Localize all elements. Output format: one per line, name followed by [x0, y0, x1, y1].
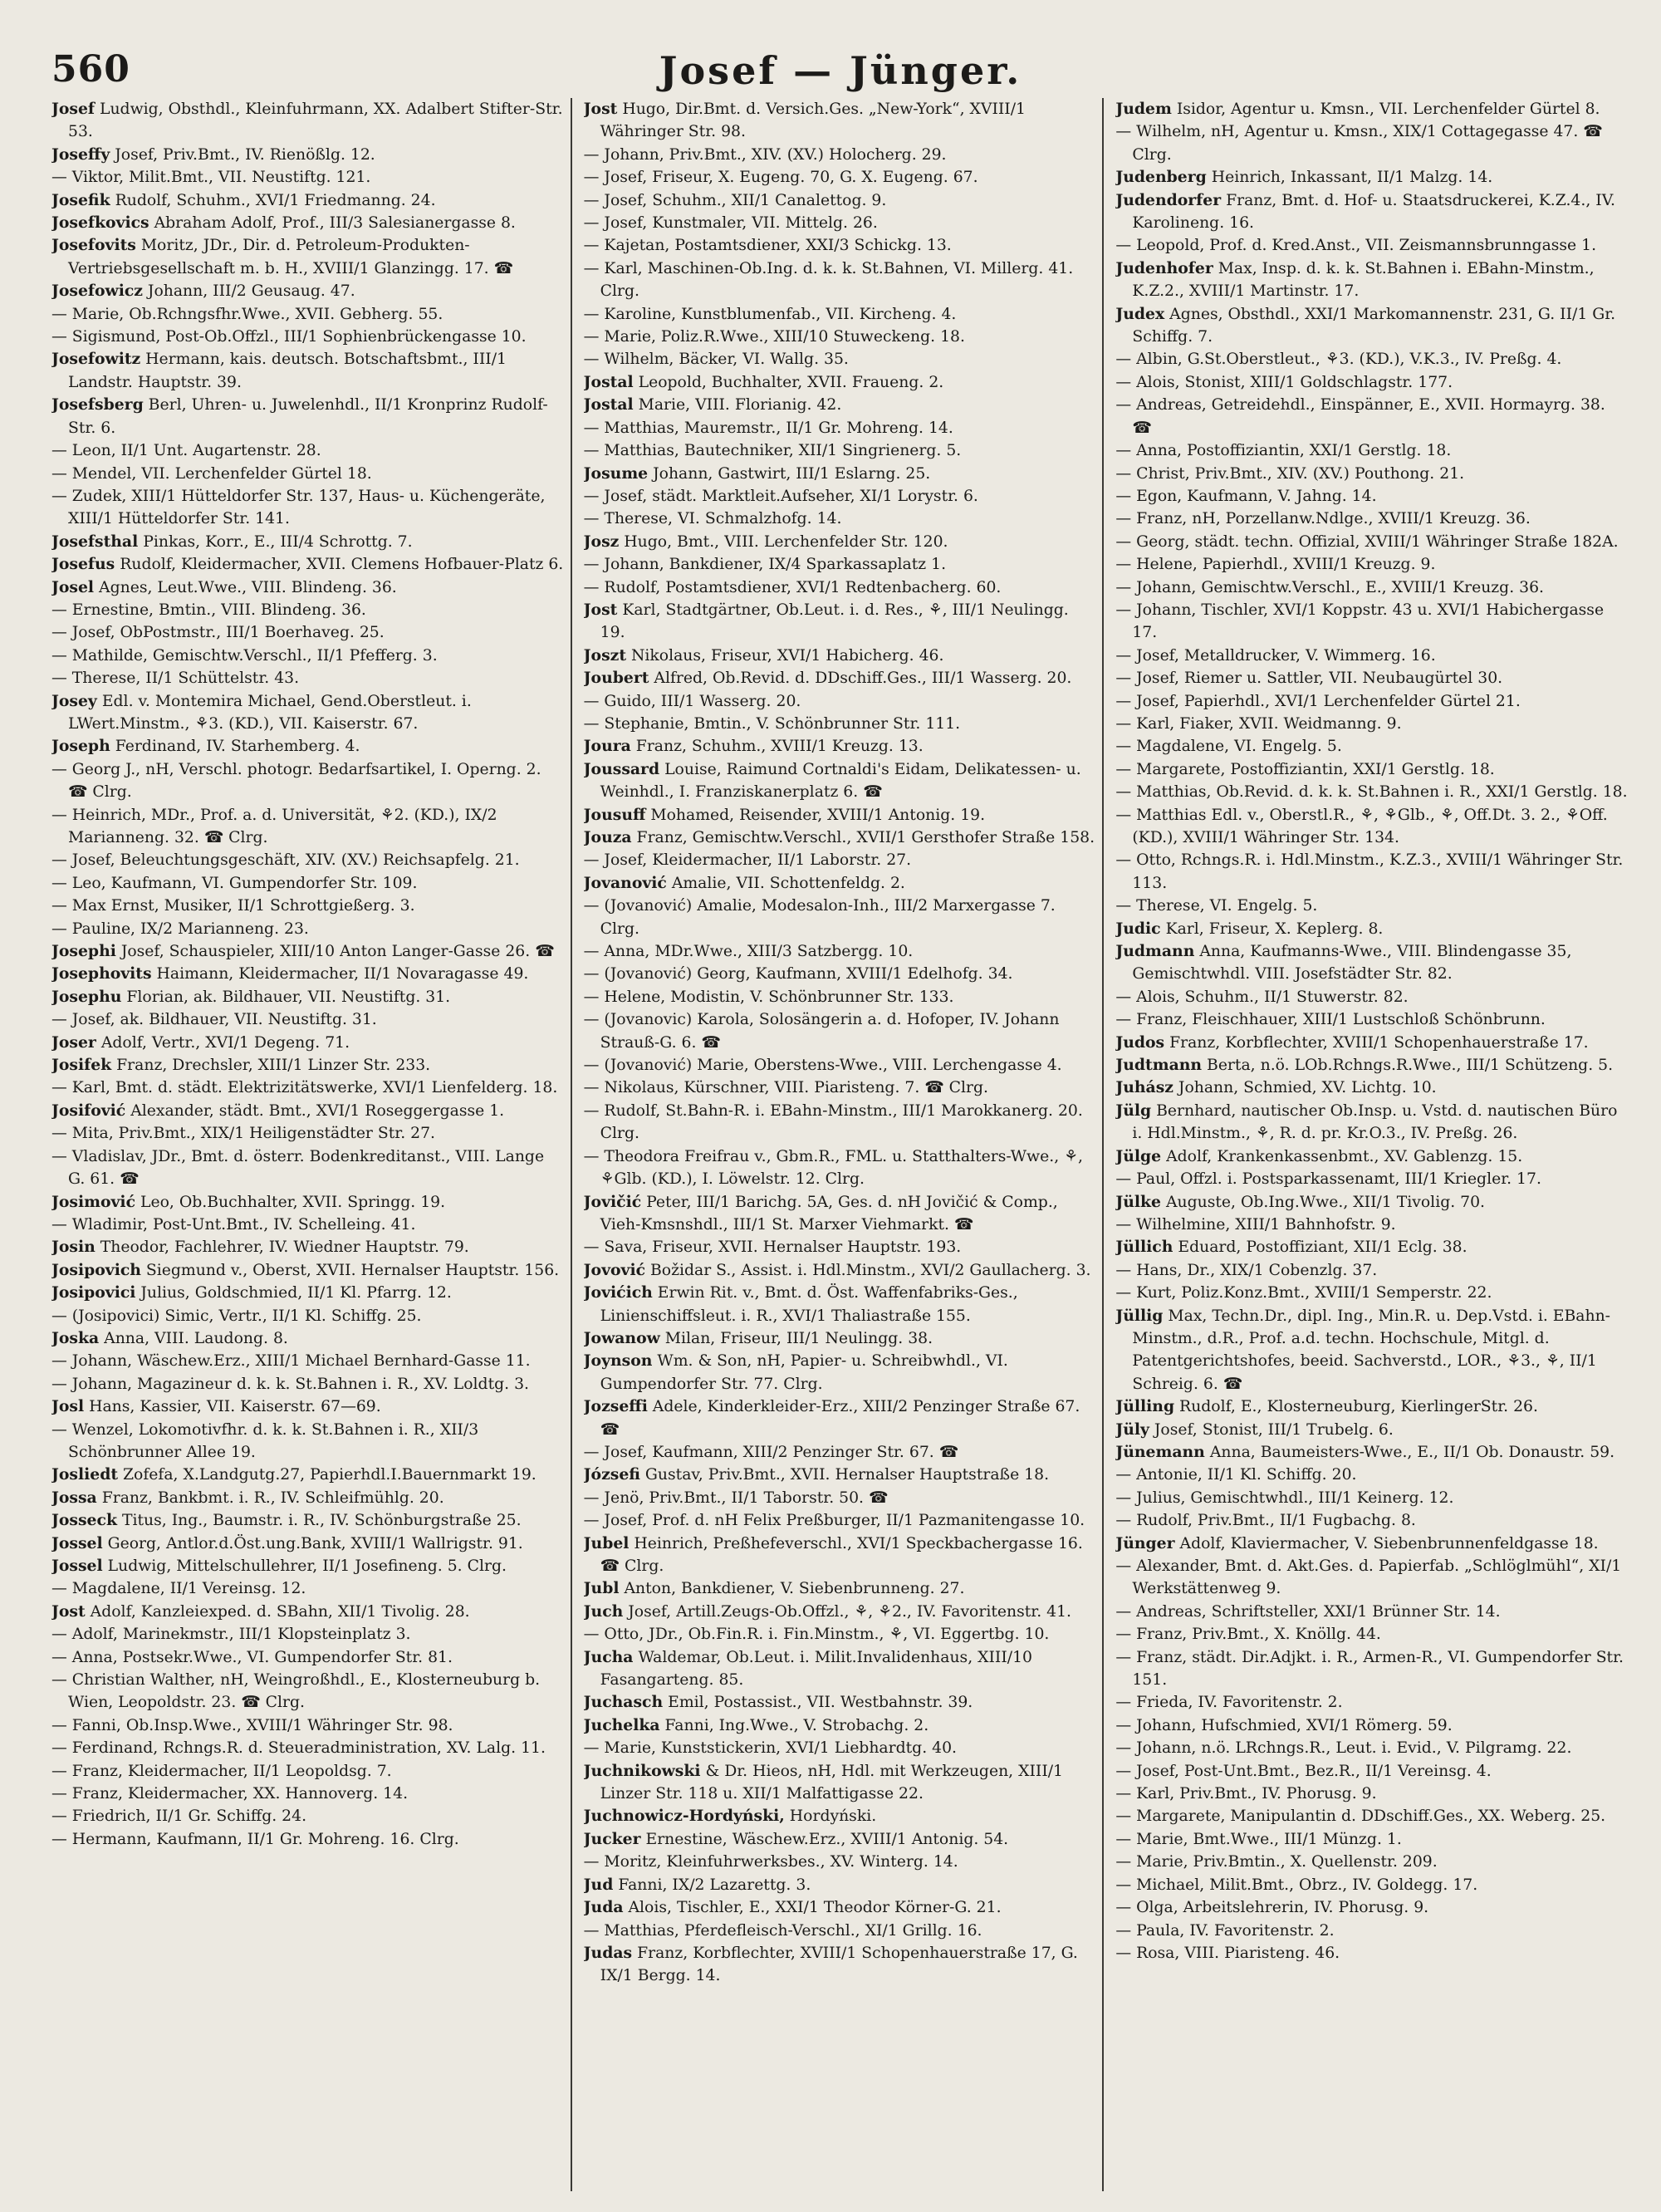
- directory-entry: Jülke Auguste, Ob.Ing.Wwe., XII/1 Tivolig. 70.: [1115, 1192, 1486, 1211]
- entry-surname: Josefik: [51, 190, 110, 209]
- directory-entry: Josin Theodor, Fachlehrer, IV. Wiedner Hauptstr. 79.: [51, 1238, 469, 1257]
- entry-surname: Jossel: [51, 1533, 103, 1552]
- directory-entry: — Franz, städt. Dir.Adjkt. i. R., Armen-R., VI. Gumpendorfer Str. 151.: [1115, 1648, 1624, 1690]
- directory-entry: Jüly Josef, Stonist, III/1 Trubelg. 6.: [1115, 1420, 1394, 1439]
- entry-surname: Josef: [51, 100, 96, 118]
- directory-entry: — Hermann, Kaufmann, II/1 Gr. Mohreng. 16. Clrg.: [51, 1830, 459, 1848]
- directory-entry: Jünger Adolf, Klaviermacher, V. Siebenbrunnenfeldgasse 18.: [1115, 1533, 1599, 1552]
- directory-entry: Joska Anna, VIII. Laudong. 8.: [51, 1328, 288, 1347]
- directory-entry: — (Jovanovic) Karola, Solosängerin a. d. Hofoper, IV. Johann Strauß-G. 6. ☎: [583, 1011, 1060, 1052]
- directory-entry: Josey Edl. v. Montemira Michael, Gend.Oberstleut. i. LWert.Minstm., ⚘3. (KD.), VII. Kaiserstr. 67.: [51, 691, 472, 733]
- directory-entry: — Margarete, Postoffiziantin, XXI/1 Gerstlg. 18.: [1115, 760, 1495, 778]
- directory-entry: — Theodora Freifrau v., Gbm.R., FML. u. Statthalters-Wwe., ⚘, ⚘Glb. (KD.), I. Löwelstr. 12. Clrg.: [583, 1147, 1083, 1189]
- directory-entry: — Karl, Fiaker, XVII. Weidmanng. 9.: [1115, 714, 1402, 733]
- directory-entry: — Wladimir, Post-Unt.Bmt., IV. Schelleing. 41.: [51, 1215, 416, 1234]
- directory-entry: — Marie, Kunststickerin, XVI/1 Liebhardtg. 40.: [583, 1739, 958, 1758]
- directory-entry: — Vladislav, JDr., Bmt. d. österr. Bodenkreditanst., VIII. Lange G. 61. ☎: [51, 1147, 545, 1189]
- directory-entry: Joseph Ferdinand, IV. Starhemberg. 4.: [51, 737, 360, 756]
- entry-surname: Juchasch: [583, 1693, 664, 1712]
- entry-surname: Joussard: [583, 759, 660, 778]
- running-head: Josef — Jünger.: [659, 48, 1022, 93]
- directory-entry: Jowanow Milan, Friseur, III/1 Neulingg. 38.: [583, 1328, 933, 1347]
- entry-surname: Jossa: [51, 1488, 97, 1507]
- entry-surname: Josefus: [51, 555, 115, 574]
- entry-surname: Josseck: [51, 1511, 117, 1530]
- entry-surname: Josey: [51, 691, 97, 710]
- directory-entry: — Therese, VI. Engelg. 5.: [1115, 897, 1318, 915]
- directory-entry: Jovićich Erwin Rit. v., Bmt. d. Öst. Waffenfabriks-Ges., Linienschiffsleut. i. R., XVI/1 Thaliastraße 155.: [583, 1283, 1018, 1325]
- directory-entry: Josephu Florian, ak. Bildhauer, VII. Neustiftg. 31.: [51, 987, 451, 1006]
- directory-entry: — Sava, Friseur, XVII. Hernalser Hauptstr. 193.: [583, 1238, 962, 1257]
- directory-entry: — Johann, Priv.Bmt., XIV. (XV.) Holocherg. 29.: [583, 145, 947, 164]
- entry-surname: Judos: [1115, 1032, 1165, 1052]
- directory-entry: — Josef, Metalldrucker, V. Wimmerg. 16.: [1115, 646, 1436, 665]
- entry-surname: Judic: [1115, 919, 1161, 938]
- directory-entry: Josimović Leo, Ob.Buchhalter, XVII. Springg. 19.: [51, 1192, 446, 1211]
- directory-entry: Jozseffi Adele, Kinderkleider-Erz., XIII/2 Penzinger Straße 67. ☎: [583, 1397, 1080, 1439]
- entry-surname: Jossel: [51, 1557, 103, 1575]
- entry-surname: Jost: [583, 100, 618, 118]
- entry-surname: Josefsthal: [51, 532, 139, 551]
- directory-entry: Joura Franz, Schuhm., XVIII/1 Kreuzg. 13.: [583, 737, 924, 756]
- directory-entry: Jubel Heinrich, Preßhefeverschl., XVI/1 Speckbachergasse 16. ☎ Clrg.: [583, 1533, 1083, 1575]
- directory-column-2: [584, 98, 1105, 2191]
- directory-entry: Josefowicz Johann, III/2 Geusaug. 47.: [51, 282, 355, 301]
- directory-entry: Jossel Ludwig, Mittelschullehrer, II/1 Josefineng. 5. Clrg.: [51, 1557, 507, 1575]
- directory-entry: — Moritz, Kleinfuhrwerksbes., XV. Winterg. 14.: [583, 1853, 958, 1871]
- directory-entry: Judas Franz, Korbflechter, XVIII/1 Schopenhauerstraße 17, G. IX/1 Bergg. 14.: [583, 1943, 1078, 1985]
- entry-surname: Jowanow: [583, 1328, 660, 1347]
- directory-entry: — Helene, Modistin, V. Schönbrunner Str. 133.: [583, 988, 954, 1006]
- entry-surname: Judenhofer: [1115, 258, 1213, 277]
- directory-entry: — Rudolf, Priv.Bmt., II/1 Fugbachg. 8.: [1115, 1512, 1416, 1530]
- directory-entry: — Mita, Priv.Bmt., XIX/1 Heiligenstädter Str. 27.: [51, 1125, 436, 1143]
- directory-entry: Juda Alois, Tischler, E., XXI/1 Theodor Körner-G. 21.: [583, 1898, 1002, 1917]
- directory-entry: Josefus Rudolf, Kleidermacher, XVII. Clemens Hofbauer-Platz 6.: [51, 555, 564, 574]
- entry-surname: Jubel: [583, 1533, 630, 1552]
- directory-entry: Juch Josef, Artill.Zeugs-Ob.Offzl., ⚘, ⚘2., IV. Favoritenstr. 41.: [583, 1601, 1072, 1621]
- directory-entry: — Helene, Papierhdl., XVIII/1 Kreuzg. 9.: [1115, 556, 1436, 574]
- directory-entry: Josifek Franz, Drechsler, XIII/1 Linzer Str. 233.: [51, 1056, 431, 1075]
- directory-entry: Joseffy Josef, Priv.Bmt., IV. Rienößlg. 12.: [51, 145, 375, 164]
- directory-entry: — Kajetan, Postamtsdiener, XXI/3 Schickg. 13.: [583, 237, 952, 255]
- directory-entry: — Josef, Riemer u. Sattler, VII. Neubaugürtel 30.: [1115, 669, 1503, 688]
- directory-entry: Josephi Josef, Schauspieler, XIII/10 Anton Langer-Gasse 26. ☎: [51, 942, 555, 961]
- directory-entry: — Magdalene, II/1 Vereinsg. 12.: [51, 1580, 306, 1598]
- entry-surname: Jovović: [583, 1260, 646, 1279]
- directory-entry: — Nikolaus, Kürschner, VIII. Piaristeng. 7. ☎ Clrg.: [583, 1079, 988, 1097]
- directory-column-3: [1115, 98, 1636, 2191]
- directory-entry: — Anna, Postoffiziantin, XXI/1 Gerstlg. 18.: [1115, 442, 1452, 460]
- directory-entry: Josipovich Siegmund v., Oberst, XVII. Hernalser Hauptstr. 156.: [51, 1260, 560, 1279]
- directory-entry: — Alois, Stonist, XIII/1 Goldschlagstr. 177.: [1115, 373, 1453, 391]
- entry-surname: Jünger: [1115, 1533, 1175, 1552]
- directory-entry: Jülg Bernhard, nautischer Ob.Insp. u. Vstd. d. nautischen Büro i. Hdl.Minstm., ⚘, R. d. pr. Kr.O.3., IV. Preßg. 26.: [1115, 1101, 1618, 1143]
- entry-surname: Juchelka: [583, 1715, 660, 1734]
- entry-surname: Juch: [583, 1601, 624, 1621]
- directory-entry: Josef Ludwig, Obsthdl., Kleinfuhrmann, XX. Adalbert Stifter-Str. 53.: [51, 100, 563, 141]
- entry-surname: Joser: [51, 1032, 96, 1052]
- entry-surname: Joska: [51, 1328, 100, 1347]
- directory-entry: — Guido, III/1 Wasserg. 20.: [583, 692, 801, 710]
- directory-entry: — Josef, Prof. d. nH Felix Preßburger, II/1 Pazmanitengasse 10.: [583, 1512, 1085, 1530]
- directory-entry: — Matthias, Pferdefleisch-Verschl., XI/1 Grillg. 16.: [583, 1921, 982, 1940]
- directory-entry: Jostal Leopold, Buchhalter, XVII. Fraueng. 2.: [583, 372, 944, 391]
- directory-entry: — Pauline, IX/2 Marianneng. 23.: [51, 920, 309, 938]
- entry-surname: Judmann: [1115, 942, 1195, 961]
- directory-entry: Judem Isidor, Agentur u. Kmsn., VII. Lerchenfelder Gürtel 8.: [1115, 100, 1600, 118]
- entry-surname: Josefowitz: [51, 350, 141, 369]
- entry-surname: Jovićich: [583, 1283, 653, 1302]
- directory-entry: Josel Agnes, Leut.Wwe., VIII. Blindeng. 36.: [51, 577, 397, 596]
- directory-entry: — Josef, städt. Marktleit.Aufseher, XI/1 Lorystr. 6.: [583, 487, 978, 505]
- directory-entry: Juchnowicz-Hordyński, Hordyński.: [583, 1807, 877, 1826]
- entry-surname: Josephovits: [51, 964, 152, 983]
- directory-entry: — Mathilde, Gemischtw.Verschl., II/1 Pfefferg. 3.: [51, 646, 438, 665]
- entry-surname: Jünemann: [1115, 1442, 1205, 1461]
- directory-entry: — Zudek, XIII/1 Hütteldorfer Str. 137, Haus- u. Küchengeräte, XIII/1 Hütteldorfer Str. 141.: [51, 487, 546, 528]
- entry-surname: Jozseffi: [583, 1397, 648, 1416]
- directory-entry: Judtmann Berta, n.ö. LOb.Rchngs.R.Wwe., III/1 Schützeng. 5.: [1115, 1056, 1614, 1075]
- directory-entry: — Johann, Bankdiener, IX/4 Sparkassaplatz 1.: [583, 556, 947, 574]
- directory-entry: — Otto, Rchngs.R. i. Hdl.Minstm., K.Z.3., XVIII/1 Währinger Str. 113.: [1115, 851, 1624, 892]
- directory-entry: — Andreas, Schriftsteller, XXI/1 Brünner Str. 14.: [1115, 1602, 1501, 1621]
- directory-entry: — Mendel, VII. Lerchenfelder Gürtel 18.: [51, 464, 372, 483]
- directory-entry: — Hans, Dr., XIX/1 Cobenzlg. 37.: [1115, 1261, 1378, 1279]
- entry-surname: Jülling: [1115, 1397, 1175, 1416]
- directory-entry: — Rosa, VIII. Piaristeng. 46.: [1115, 1944, 1340, 1962]
- directory-entry: — Paula, IV. Favoritenstr. 2.: [1115, 1921, 1335, 1940]
- entry-surname: Josephi: [51, 942, 116, 961]
- directory-entry: — Josef, Post-Unt.Bmt., Bez.R., II/1 Vereinsg. 4.: [1115, 1762, 1492, 1780]
- directory-entry: — Johann, Gemischtw.Verschl., E., XVIII/1 Kreuzg. 36.: [1115, 578, 1545, 596]
- entry-surname: Josliedt: [51, 1465, 119, 1484]
- entry-surname: Jost: [583, 600, 618, 619]
- entry-surname: Josefovits: [51, 236, 136, 255]
- directory-entry: Joser Adolf, Vertr., XVI/1 Degeng. 71.: [51, 1032, 350, 1052]
- directory-entry: Jovanović Amalie, VII. Schottenfeldg. 2.: [583, 873, 905, 892]
- entry-surname: Jostal: [583, 372, 634, 391]
- directory-entry: Jovičić Peter, III/1 Barichg. 5A, Ges. d. nH Jovičić & Comp., Vieh-Kmsnshdl., III/1 St. Marxer Viehmarkt. ☎: [583, 1192, 1058, 1234]
- directory-entry: Jousuff Mohamed, Reisender, XVIII/1 Antonig. 19.: [583, 805, 986, 824]
- directory-entry: — Max Ernst, Musiker, II/1 Schrottgießerg. 3.: [51, 897, 415, 915]
- directory-entry: — Rudolf, St.Bahn-R. i. EBahn-Minstm., III/1 Marokkanerg. 20. Clrg.: [583, 1101, 1083, 1143]
- entry-surname: Josephu: [51, 987, 122, 1006]
- directory-entry: — Therese, II/1 Schüttelstr. 43.: [51, 669, 300, 688]
- directory-entry: Jünemann Anna, Baumeisters-Wwe., E., II/1 Ob. Donaustr. 59.: [1115, 1442, 1615, 1461]
- directory-entry: — Wenzel, Lokomotivfhr. d. k. k. St.Bahnen i. R., XII/3 Schönbrunner Allee 19.: [51, 1420, 479, 1461]
- directory-columns: [51, 98, 1636, 2191]
- entry-surname: Jülge: [1115, 1146, 1162, 1165]
- entry-surname: Judem: [1115, 100, 1172, 118]
- directory-entry: — Matthias, Ob.Revid. d. k. k. St.Bahnen i. R., XXI/1 Gerstlg. 18.: [1115, 783, 1628, 802]
- directory-entry: — Georg J., nH, Verschl. photogr. Bedarfsartikel, I. Operng. 2. ☎ Clrg.: [51, 760, 541, 802]
- page-header: [51, 48, 1629, 98]
- entry-surname: Joszt: [583, 645, 626, 665]
- entry-surname: Jüllig: [1115, 1306, 1164, 1325]
- directory-entry: Jucha Waldemar, Ob.Leut. i. Milit.Invalidenhaus, XIII/10 Fasangarteng. 85.: [583, 1647, 1032, 1690]
- directory-entry: Jucker Ernestine, Wäschew.Erz., XVIII/1 Antonig. 54.: [583, 1829, 1009, 1848]
- directory-entry: Josipovici Julius, Goldschmied, II/1 Kl. Pfarrg. 12.: [51, 1283, 452, 1302]
- directory-entry: — Anna, Postsekr.Wwe., VI. Gumpendorfer Str. 81.: [51, 1648, 453, 1666]
- directory-entry: Josefkovics Abraham Adolf, Prof., III/3 Salesianergasse 8.: [51, 213, 516, 233]
- entry-surname: Josefsberg: [51, 395, 144, 414]
- directory-entry: — Josef, Beleuchtungsgeschäft, XIV. (XV.) Reichsapfelg. 21.: [51, 851, 520, 870]
- directory-entry: Jossa Franz, Bankbmt. i. R., IV. Schleifmühlg. 20.: [51, 1488, 444, 1507]
- directory-entry: — Leo, Kaufmann, VI. Gumpendorfer Str. 109.: [51, 874, 418, 892]
- directory-entry: — Karl, Priv.Bmt., IV. Phorusg. 9.: [1115, 1785, 1377, 1803]
- directory-entry: — Wilhelmine, XIII/1 Bahnhofstr. 9.: [1115, 1215, 1396, 1234]
- directory-entry: — Matthias Edl. v., Oberstl.R., ⚘, ⚘Glb., ⚘, Off.Dt. 3. 2., ⚘Off. (KD.), XVIII/1 Währinger Str. 134.: [1115, 806, 1608, 846]
- directory-entry: — Viktor, Milit.Bmt., VII. Neustiftg. 121.: [51, 169, 371, 187]
- entry-surname: Jud: [583, 1875, 614, 1894]
- entry-surname: Judas: [583, 1943, 633, 1962]
- directory-entry: — Johann, Magazineur d. k. k. St.Bahnen i. R., XV. Loldtg. 3.: [51, 1375, 529, 1393]
- directory-entry: — Otto, JDr., Ob.Fin.R. i. Fin.Minstm., ⚘, VI. Eggertbg. 10.: [583, 1626, 1050, 1644]
- directory-entry: — Rudolf, Postamtsdiener, XVI/1 Redtenbacherg. 60.: [583, 578, 1002, 596]
- directory-entry: Josifović Alexander, städt. Bmt., XVI/1 Roseggergasse 1.: [51, 1101, 505, 1120]
- directory-entry: — Marie, Priv.Bmtin., X. Quellenstr. 209.: [1115, 1853, 1438, 1871]
- entry-surname: Josifek: [51, 1056, 112, 1075]
- directory-entry: Judmann Anna, Kaufmanns-Wwe., VIII. Blindengasse 35, Gemischtwhdl. VIII. Josefstädter Str. 82.: [1115, 942, 1572, 983]
- entry-surname: Josimović: [51, 1192, 136, 1211]
- directory-entry: Judendorfer Franz, Bmt. d. Hof- u. Staatsdruckerei, K.Z.4., IV. Karolineng. 16.: [1115, 190, 1615, 233]
- directory-entry: — Josef, Schuhm., XII/1 Canalettog. 9.: [583, 191, 887, 209]
- directory-entry: — Josef, Friseur, X. Eugeng. 70, G. X. Eugeng. 67.: [583, 169, 978, 187]
- page-number: 560: [51, 48, 130, 91]
- directory-entry: Josephovits Haimann, Kleidermacher, II/1 Novaragasse 49.: [51, 964, 529, 983]
- entry-surname: Jouza: [583, 828, 632, 846]
- entry-surname: Josifović: [51, 1101, 126, 1120]
- directory-entry: Josliedt Zofefa, X.Landgutg.27, Papierhdl.I.Bauernmarkt 19.: [51, 1465, 537, 1484]
- directory-entry: — Antonie, II/1 Kl. Schiffg. 20.: [1115, 1466, 1357, 1484]
- entry-surname: Juchnikowski: [583, 1761, 701, 1780]
- directory-entry: — (Jovanović) Georg, Kaufmann, XVIII/1 Edelhofg. 34.: [583, 965, 1013, 983]
- entry-surname: Juhász: [1115, 1078, 1173, 1097]
- entry-surname: Joseph: [51, 737, 110, 756]
- directory-entry: — Magdalene, VI. Engelg. 5.: [1115, 738, 1342, 756]
- directory-entry: — Josef, ak. Bildhauer, VII. Neustiftg. 31.: [51, 1011, 377, 1029]
- directory-entry: Josefowitz Hermann, kais. deutsch. Botschaftsbmt., III/1 Landstr. Hauptstr. 39.: [51, 350, 507, 391]
- entry-surname: Judtmann: [1115, 1056, 1203, 1075]
- directory-entry: Josz Hugo, Bmt., VIII. Lerchenfelder Str. 120.: [583, 532, 948, 551]
- directory-entry: — Christ, Priv.Bmt., XIV. (XV.) Pouthong. 21.: [1115, 464, 1465, 483]
- directory-entry: Juchelka Fanni, Ing.Wwe., V. Strobachg. 2.: [583, 1715, 929, 1734]
- directory-entry: Jouza Franz, Gemischtw.Verschl., XVII/1 Gersthofer Straße 158.: [583, 828, 1095, 846]
- directory-entry: — Alexander, Bmt. d. Akt.Ges. d. Papierfab. „Schlöglmühl“, XI/1 Werkstättenweg 9.: [1115, 1557, 1622, 1598]
- directory-entry: Josefsberg Berl, Uhren- u. Juwelenhdl., II/1 Kronprinz Rudolf-Str. 6.: [51, 395, 548, 437]
- directory-entry: — Karoline, Kunstblumenfab., VII. Kircheng. 4.: [583, 305, 957, 323]
- directory-entry: — Wilhelm, nH, Agentur u. Kmsn., XIX/1 Cottagegasse 47. ☎ Clrg.: [1115, 123, 1603, 164]
- entry-surname: Judenberg: [1115, 168, 1207, 187]
- directory-entry: Josume Johann, Gastwirt, III/1 Eslarng. 25.: [583, 463, 931, 483]
- directory-entry: — Josef, Papierhdl., XVI/1 Lerchenfelder Gürtel 21.: [1115, 692, 1521, 710]
- directory-entry: Jülling Rudolf, E., Klosterneuburg, KierlingerStr. 26.: [1115, 1397, 1538, 1416]
- directory-entry: Jost Adolf, Kanzleiexped. d. SBahn, XII/1 Tivolig. 28.: [51, 1601, 470, 1621]
- directory-entry: — Johann, Wäschew.Erz., XIII/1 Michael Bernhard-Gasse 11.: [51, 1352, 531, 1371]
- directory-entry: Josefsthal Pinkas, Korr., E., III/4 Schrottg. 7.: [51, 532, 413, 551]
- directory-entry: — Adolf, Marinekmstr., III/1 Klopsteinplatz 3.: [51, 1626, 411, 1644]
- entry-surname: Jostal: [583, 395, 634, 414]
- entry-surname: Jülg: [1115, 1101, 1152, 1120]
- directory-entry: Judic Karl, Friseur, X. Keplerg. 8.: [1115, 919, 1384, 938]
- directory-entry: Jubl Anton, Bankdiener, V. Siebenbrunneng. 27.: [583, 1579, 965, 1598]
- directory-entry: Jüllich Eduard, Postoffiziant, XII/1 Eclg. 38.: [1115, 1238, 1467, 1257]
- directory-entry: — Ferdinand, Rchngs.R. d. Steueradministration, XV. Lalg. 11.: [51, 1739, 546, 1758]
- directory-entry: Joszt Nikolaus, Friseur, XVI/1 Habicherg. 46.: [583, 645, 944, 665]
- directory-entry: — Kurt, Poliz.Konz.Bmt., XVIII/1 Semperstr. 22.: [1115, 1284, 1492, 1302]
- directory-entry: Judenberg Heinrich, Inkassant, II/1 Malzg. 14.: [1115, 168, 1493, 187]
- directory-entry: — Albin, G.St.Oberstleut., ⚘3. (KD.), V.K.3., IV. Preßg. 4.: [1115, 351, 1562, 369]
- directory-entry: — Friedrich, II/1 Gr. Schiffg. 24.: [51, 1807, 307, 1826]
- directory-entry: — Johann, n.ö. LRchngs.R., Leut. i. Evid., V. Pilgramg. 22.: [1115, 1739, 1572, 1758]
- directory-entry: — Therese, VI. Schmalzhofg. 14.: [583, 510, 842, 528]
- directory-entry: — Johann, Tischler, XVI/1 Koppstr. 43 u. XVI/1 Habichergasse 17.: [1115, 601, 1605, 642]
- directory-entry: — Matthias, Bautechniker, XII/1 Singrienerg. 5.: [583, 442, 962, 460]
- directory-entry: — Andreas, Getreidehdl., Einspänner, E., XVII. Hormayrg. 38. ☎: [1115, 396, 1605, 437]
- directory-entry: — Fanni, Ob.Insp.Wwe., XVIII/1 Währinger Str. 98.: [51, 1716, 453, 1734]
- entry-surname: Jovičić: [583, 1192, 642, 1211]
- entry-surname: Josume: [583, 463, 649, 483]
- entry-surname: Joubert: [583, 669, 649, 688]
- directory-entry: Jud Fanni, IX/2 Lazarettg. 3.: [583, 1875, 811, 1894]
- directory-entry: Jossel Georg, Antlor.d.Öst.ung.Bank, XVIII/1 Wallrigstr. 91.: [51, 1533, 523, 1552]
- directory-entry: Joubert Alfred, Ob.Revid. d. DDschiff.Ges., III/1 Wasserg. 20.: [583, 669, 1072, 688]
- entry-surname: Jost: [51, 1601, 86, 1621]
- directory-entry: — Olga, Arbeitslehrerin, IV. Phorusg. 9.: [1115, 1899, 1429, 1917]
- entry-surname: Josefkovics: [51, 213, 149, 233]
- directory-entry: Juchnikowski & Dr. Hieos, nH, Hdl. mit Werkzeugen, XIII/1 Linzer Str. 118 u. XII/1 Malfattigasse 22.: [583, 1761, 1064, 1803]
- directory-entry: — Sigismund, Post-Ob.Offzl., III/1 Sophienbrückengasse 10.: [51, 328, 527, 346]
- entry-surname: Jubl: [583, 1579, 620, 1598]
- directory-entry: Jovović Božidar S., Assist. i. Hdl.Minstm., XVI/2 Gaullacherg. 3.: [583, 1260, 1091, 1279]
- directory-entry: Jülge Adolf, Krankenkassenbmt., XV. Gablenzg. 15.: [1115, 1146, 1523, 1165]
- directory-entry: Jost Hugo, Dir.Bmt. d. Versich.Ges. „New-York“, XVIII/1 Währinger Str. 98.: [583, 100, 1026, 141]
- directory-entry: Judenhofer Max, Insp. d. k. k. St.Bahnen i. EBahn-Minstm., K.Z.2., XVIII/1 Martinstr. 17.: [1115, 258, 1595, 301]
- directory-entry: — Franz, Kleidermacher, XX. Hannoverg. 14.: [51, 1785, 409, 1803]
- directory-entry: — Marie, Ob.Rchngsfhr.Wwe., XVII. Gebherg. 55.: [51, 305, 443, 323]
- directory-entry: Juhász Johann, Schmied, XV. Lichtg. 10.: [1115, 1078, 1437, 1097]
- directory-entry: Jüllig Max, Techn.Dr., dipl. Ing., Min.R. u. Dep.Vstd. i. EBahn-Minstm., d.R., Prof. a.d. techn. Hochschule, Mitgl. d. Patentgerichtshofes, beeid. Sachverstd., LOR., ⚘3., ⚘, II/1 Schreig. 6. ☎: [1115, 1306, 1611, 1393]
- directory-entry: — Karl, Bmt. d. städt. Elektrizitätswerke, XVI/1 Lienfelderg. 18.: [51, 1079, 558, 1097]
- entry-surname: Jucker: [583, 1829, 641, 1848]
- directory-entry: — Josef, Kunstmaler, VII. Mittelg. 26.: [583, 214, 878, 233]
- directory-entry: — Egon, Kaufmann, V. Jahng. 14.: [1115, 487, 1377, 505]
- directory-entry: — Margarete, Manipulantin d. DDschiff.Ges., XX. Weberg. 25.: [1115, 1807, 1606, 1826]
- entry-surname: Jovanović: [583, 873, 667, 892]
- entry-surname: Josefowicz: [51, 282, 143, 301]
- directory-entry: — (Jovanović) Marie, Oberstens-Wwe., VIII. Lerchengasse 4.: [583, 1057, 1062, 1075]
- entry-surname: Judex: [1115, 304, 1165, 323]
- entry-surname: Joynson: [583, 1351, 653, 1371]
- directory-entry: — Paul, Offzl. i. Postsparkassenamt, III/1 Kriegler. 17.: [1115, 1170, 1541, 1189]
- directory-entry: Josefik Rudolf, Schuhm., XVI/1 Friedmanng. 24.: [51, 190, 436, 209]
- directory-entry: Josefovits Moritz, JDr., Dir. d. Petroleum-Produkten-Vertriebsgesellschaft m. b. H., XVIII/1 Glanzingg. 17. ☎: [51, 236, 514, 277]
- directory-entry: — Michael, Milit.Bmt., Obrz., IV. Goldegg. 17.: [1115, 1876, 1478, 1894]
- entry-surname: Jülke: [1115, 1192, 1161, 1211]
- directory-entry: — Frieda, IV. Favoritenstr. 2.: [1115, 1694, 1343, 1712]
- directory-entry: — Johann, Hufschmied, XVI/1 Römerg. 59.: [1115, 1716, 1453, 1734]
- directory-entry: — Franz, Priv.Bmt., X. Knöllg. 44.: [1115, 1626, 1381, 1644]
- directory-entry: — Josef, Kaufmann, XIII/2 Penzinger Str. 67. ☎: [583, 1443, 959, 1461]
- directory-entry: — Karl, Maschinen-Ob.Ing. d. k. k. St.Bahnen, VI. Millerg. 41. Clrg.: [583, 259, 1074, 301]
- directory-entry: — Josef, ObPostmstr., III/1 Boerhaveg. 25.: [51, 624, 385, 642]
- directory-entry: Josseck Titus, Ing., Baumstr. i. R., IV. Schönburgstraße 25.: [51, 1511, 522, 1530]
- directory-entry: — Leopold, Prof. d. Kred.Anst., VII. Zeismannsbrunngasse 1.: [1115, 237, 1597, 255]
- directory-column-1: [51, 98, 572, 2191]
- directory-entry: — Marie, Bmt.Wwe., III/1 Münzg. 1.: [1115, 1830, 1402, 1848]
- directory-entry: Judos Franz, Korbflechter, XVIII/1 Schopenhauerstraße 17.: [1115, 1032, 1589, 1052]
- entry-surname: Josl: [51, 1397, 85, 1416]
- directory-entry: — Franz, nH, Porzellanw.Ndlge., XVIII/1 Kreuzg. 36.: [1115, 510, 1531, 528]
- entry-surname: Józsefi: [583, 1465, 640, 1484]
- directory-entry: — Matthias, Mauremstr., II/1 Gr. Mohreng. 14.: [583, 419, 953, 437]
- entry-surname: Judendorfer: [1115, 190, 1222, 209]
- directory-entry: — Stephanie, Bmtin., V. Schönbrunner Str. 111.: [583, 714, 961, 733]
- directory-entry: Jost Karl, Stadtgärtner, Ob.Leut. i. d. Res., ⚘, III/1 Neulingg. 19.: [583, 600, 1069, 642]
- directory-entry: — Georg, städt. techn. Offizial, XVIII/1 Währinger Straße 182A.: [1115, 532, 1619, 551]
- directory-entry: Jostal Marie, VIII. Florianig. 42.: [583, 395, 842, 414]
- directory-entry: — Julius, Gemischtwhdl., III/1 Keinerg. 12.: [1115, 1489, 1454, 1507]
- directory-entry: — Wilhelm, Bäcker, VI. Wallg. 35.: [583, 351, 849, 369]
- directory-entry: Joynson Wm. & Son, nH, Papier- u. Schreibwhdl., VI. Gumpendorfer Str. 77. Clrg.: [583, 1351, 1008, 1393]
- entry-surname: Joseffy: [51, 145, 110, 164]
- directory-entry: Józsefi Gustav, Priv.Bmt., XVII. Hernalser Hauptstraße 18.: [583, 1465, 1050, 1484]
- directory-entry: — Franz, Kleidermacher, II/1 Leopoldsg. 7.: [51, 1762, 392, 1780]
- directory-entry: Josl Hans, Kassier, VII. Kaiserstr. 67—69.: [51, 1397, 381, 1416]
- entry-surname: Joura: [583, 737, 631, 756]
- directory-entry: — (Josipovici) Simic, Vertr., II/1 Kl. Schiffg. 25.: [51, 1307, 422, 1325]
- directory-entry: — Christian Walther, nH, Weingroßhdl., E., Klosterneuburg b. Wien, Leopoldstr. 23. ☎ Clrg.: [51, 1671, 541, 1712]
- directory-entry: — Josef, Kleidermacher, II/1 Laborstr. 27.: [583, 851, 912, 870]
- entry-surname: Josipovici: [51, 1283, 136, 1302]
- entry-surname: Josipovich: [51, 1260, 141, 1279]
- directory-entry: — Jenö, Priv.Bmt., II/1 Taborstr. 50. ☎: [583, 1489, 889, 1507]
- entry-surname: Juda: [583, 1898, 624, 1917]
- directory-entry: Joussard Louise, Raimund Cortnaldi's Eidam, Delikatessen- u. Weinhdl., I. Franziskanerplatz 6. ☎: [583, 759, 1081, 802]
- entry-surname: Josel: [51, 577, 95, 596]
- entry-surname: Jüly: [1115, 1420, 1149, 1439]
- entry-surname: Josin: [51, 1238, 96, 1257]
- entry-surname: Jousuff: [583, 805, 646, 824]
- directory-entry: Juchasch Emil, Postassist., VII. Westbahnstr. 39.: [583, 1693, 973, 1712]
- entry-surname: Jüllich: [1115, 1238, 1173, 1257]
- directory-entry: — Franz, Fleischhauer, XIII/1 Lustschloß Schönbrunn.: [1115, 1011, 1546, 1029]
- directory-entry: — Leon, II/1 Unt. Augartenstr. 28.: [51, 442, 321, 460]
- directory-entry: — Marie, Poliz.R.Wwe., XIII/10 Stuweckeng. 18.: [583, 328, 965, 346]
- entry-surname: Jucha: [583, 1647, 634, 1666]
- directory-entry: — Heinrich, MDr., Prof. a. d. Universität, ⚘2. (KD.), IX/2 Marianneng. 32. ☎ Clrg.: [51, 806, 497, 846]
- entry-surname: Josz: [583, 532, 620, 551]
- entry-surname: Juchnowicz-Hordyński,: [583, 1807, 785, 1826]
- directory-entry: — Anna, MDr.Wwe., XIII/3 Satzbergg. 10.: [583, 943, 914, 961]
- directory-entry: — (Jovanović) Amalie, Modesalon-Inh., III/2 Marxergasse 7. Clrg.: [583, 897, 1056, 938]
- directory-entry: Judex Agnes, Obsthdl., XXI/1 Markomannenstr. 231, G. II/1 Gr. Schiffg. 7.: [1115, 304, 1616, 346]
- directory-entry: — Alois, Schuhm., II/1 Stuwerstr. 82.: [1115, 988, 1409, 1006]
- directory-entry: — Ernestine, Bmtin., VIII. Blindeng. 36.: [51, 601, 366, 619]
